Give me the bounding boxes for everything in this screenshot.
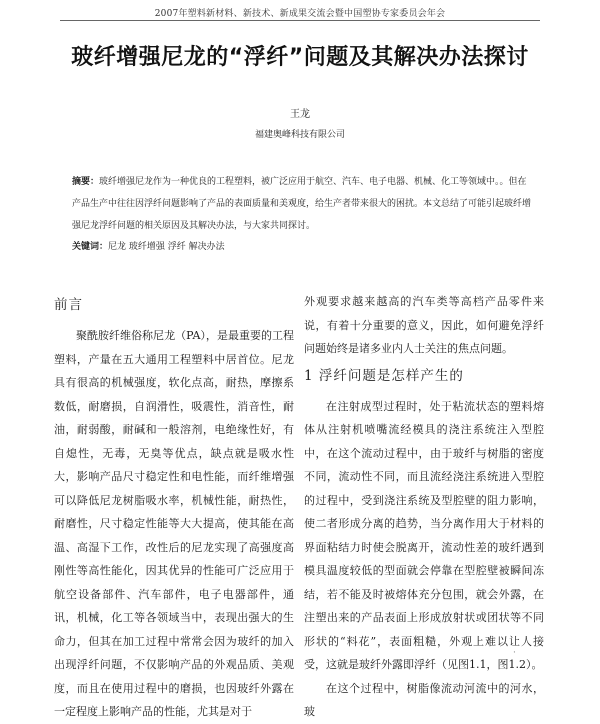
section-1-paragraph-2: 在这个过程中，树脂像流动河流中的河水，玻 [304,681,544,718]
header-rule [60,20,540,21]
keywords-label: 关键词： [72,242,109,252]
abstract [72,171,532,237]
running-head: 2007年塑料新材料、新技术、新成果交流会暨中国塑协专家委员会年会 [154,9,446,19]
section-heading-preface: 前言 [54,297,83,313]
abstract-label: 摘要： [72,177,100,187]
scan-speck: · [513,648,516,658]
preface-continuation: 外观要求越来越高的汽车类等高档产品零件来说，有着十分重要的意义，因此，如何避免浮纤问题始终是诸多业内人士关注的焦点问题。 [304,295,544,355]
abstract-text: 玻纤增强尼龙作为一种优良的工程塑料，被广泛应用于航空、汽车、电子电器、机械、化工等领域中。。但在产品生产中往往因浮纤问题影响了产品的表面质量和美观度，给生产者带来很大的困扰。本文总结了可能引起玻纤增强尼龙浮纤问题的相关原因及其解决办法，与大家共同探讨。 [72,177,532,231]
article-title: 玻纤增强尼龙的“浮纤”问题及其解决办法探讨 [71,45,529,70]
author-affiliation: 福建奥峰科技有限公司 [254,130,345,140]
right-column [304,290,544,724]
preface-paragraph: 聚酰胺纤维俗称尼龙（PA），是最重要的工程塑料，产量在五大通用工程塑料中居首位。尼龙具有很高的机械强度，软化点高，耐热，摩擦系数低，耐磨损，自润滑性，吸震性，消音性，耐油，耐弱酸，耐碱和一般溶剂，电绝缘性好，有自熄性，无毒，无臭等优点，缺点就是吸水性大，影响产品尺寸稳定性和电性能，而纤维增强可以降低尼龙树脂吸水率，机械性能，耐热性，耐磨性，尺寸稳定性能等大大提高，使其能在高温、高湿下工作，改性后的尼龙实现了高强度高刚性等高性能化，因其优异的性能可广泛应用于航空设备部件、汽车部件，电子电器部件，通讯，机械，化工等各领域当中，表现出强大的生命力，但其在加工过程中常常会因为玻纤的加入出现浮纤问题，不仅影响产品的外观品质、美观度，而且在使用过程中的磨损，也因玻纤外露在一定程度上影响产品的性能，尤其是对于 [54,329,294,718]
author-name: 王龙 [290,109,310,120]
keywords-text: 尼龙 玻纤增强 浮纤 解决办法 [108,242,225,252]
section-1-paragraph-1: 在注射成型过程时，处于粘流状态的塑料熔体从注射机喷嘴流经模具的浇注系统注入型腔中，在这个流动过程中，由于玻纤与树脂的密度不同，流动性不同，而且流经浇注系统进入型腔的过程中，受到浇注系统及型腔壁的阻力影响，使二者形成分离的趋势，当分离作用大于材料的界面粘结力时使会脱离开，流动性差的玻纤遇到模具温度较低的型面就会停靠在型腔壁被瞬间冻结，若不能及时被熔体充分包围，就会外露，在注塑出来的产品表面上形成放射状或团状等不同形状的“料花”，表面粗糙，外观上难以让人接受，这就是玻纤外露即浮纤（见图1.1，图1.2）。 [304,399,544,671]
keywords [72,236,532,258]
left-column [54,290,294,724]
section-heading-1: 1 浮纤问题是怎样产生的 [304,367,464,384]
